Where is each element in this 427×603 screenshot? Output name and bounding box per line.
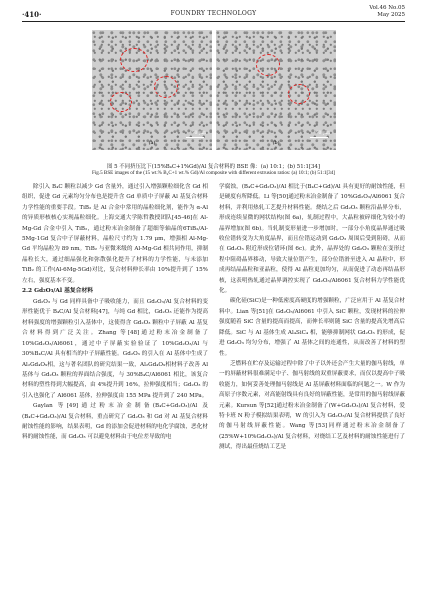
scale-bar [310,137,328,138]
bse-image-panel-b [216,30,336,150]
scale-bar-label: 50 μm [191,131,206,136]
paragraph: 乏燃料在贮存及运输过程中除了中子以外还会产生大量的伽马射线，单一的屏蔽材料很难满足中子、伽马射线的双重屏蔽要求，而仅以提高中子吸收能力，如何妥善处理伽马射线是 Al 基屏蔽材料面临的问题之一。W 作为高原子序数元素，对高能射线具有良好的屏蔽性能，是常用的伽马射线屏蔽元素。Kursun 等[52]通过粉末冶金制备了(W+Gd₂O₃)/Al 复合材料，爱特卡班 N 粉子模拟结果表明，W 的引入为 Gd₂O₃/Al 复合材料提供了良好的伽马射线屏蔽性能。Wang 等[53]同样通过粉末冶金制备了(25%W+10%Gd₂O₃)/Al 复合材料，对烧结工艺及材料的耐蚀性能进行了测试，得出最佳烧结工艺是 [219,360,405,451]
highlight-circle [110,92,132,112]
paragraph: Gd₂O₃ 与 Gd 同样具备中子吸收能力，而且 Gd₂O₃/Al 复合材料的变形性能优于 B₄C/Al 复合材料[47]，与纯 Gd 相比，Gd₂O₃ 还能作为提高材料强度的增强颗粒引入基体中，这使得含 Gd₂O₃ 颗粒中子屏蔽 Al 基复合材料得到广泛关注。Zhang 等[48]通过粉末冶金制备了 10%Gd₂O₃/Al6061，通过中子屏蔽实验验证了 10%Gd₂O₃/Al 与 30%B₄C/Al 具有相当的中子屏蔽性能。Gd₂O₃ 的引入在 Al 基体中生成了 Al₂Gd₄O₉相，这与著名团队的研究结果一致，Al₂Gd₄O₉相材料子改善 Al 基体与 Gd₂O₃ 颗粒的界面结合强度，与 30%B₄C/Al6061 相比，该复合材料的塑性得到大幅提高，由 4%提升到 16%，拉伸强度相当；Gd₂O₃ 的引入也强化了 Al6061 基体，拉伸强度由 155 MPa 提升到了 240 MPa。 [22,299,208,399]
highlight-circle [256,54,280,76]
highlight-circle [288,84,310,104]
bse-image-panel-a [92,30,212,150]
highlight-circle [120,48,148,72]
paragraph: 学腐蚀，(B₄C+Gd₂O₃)/Al 相比于(B₄C+Gd)/Al 具有更好的耐蚀性能，但是硬度有所降低。Li 等[50]通过粉末冶金制备了 10%Gd₂O₃/Al6061 复合材料，并利用热轧工艺提升材料性能。烧结之后 Gd₂O₃ 颗粒沿晶界分布，形成连续显微的网状结构(图 6a)，轧制过程中，大晶粒被碎细化为较小的晶界增加(图 6b)。当轧制变形量进一步增加时，一部分小角度晶界通过吸收位错转变为大角度晶界，而且位错运动到 Gd₂O₃ 周围后受到阻碍，从而在 Gd₂O₃ 附近形成位错环(图 6c)。此外，晶界处的 Gd₂O₃ 颗粒在变形过程中阻碍晶界移动，导致大量位错产生，部分位错滑至进入 Al 晶粒中，形成再结晶晶粒和亚晶粒，使得 Al 晶粒更加均匀，从而促进了动态再结晶形核，这表明热轧通过晶界调控实现了 Gd₂O₃/Al6061 复合材料力学性能优化。 [219,184,405,295]
section-heading: 2.2 Gd₂O₃/Al 基复合材料 [22,288,94,295]
figure-caption-chinese: 图 5 不同挤压比下(15%B₄C+1%Gd)/Al 复合材料的 BSE 像：(a) 10:1；(b) 51:1[34] [107,164,320,170]
issue-date: May 2025 [377,12,405,18]
scale-bar [186,137,204,138]
header-rule [22,21,405,22]
panel-label-a: (a) [148,140,156,146]
paragraph: Gaylan 等[49]通过粉末冶金制备(B₄C+Gd₂O₃)/Al 及(B₄C+Gd₂O₃)/Al 复合材料，重点研究了 Gd₂O₃ 和 Gd 对 Al 基复合材料耐蚀性能的影响，结果表明，Gd 的添加会促进材料的电化学腐蚀，恶化材料的耐蚀性能，而 Gd₂O₃ 可以避免材料由于电位差导致的电 [22,403,208,441]
panel-label-b: (b) [272,140,280,146]
paragraph: 除引入 B₄C 颗粒以减少 Gd 含量外，通过引入增强颗粒细化含 Gd 相组织，促进 Gd 元素均匀分布也是提升含 Gd 单质中子屏蔽 Al 基复合材料力学性能的重要手段。TiB₂ 是 Al 合金中常用的晶粒细化剂，能作为 α-Al 的异质形核核心实现晶粒细化。上海交通大学陈哲教授团队[45-46]在 Al-Mg-Gd 合金中引入 TiB₂，通过粉末冶金制备了超细等轴晶的6TiB₂/Al-5Mg-1Gd 复合中子屏蔽材料，晶粒尺寸约为 1.79 μm，增强相 Al-Mg-Gd 平均晶粒为 89 nm。TiB₂ 与亚微米级的 Al-Mg-Gd 相共同作用，抑制晶粒长大，通过细晶强化和弥散强化提升了材料的力学性能，与未添加 TiB₂ 的工作(Al-6Mg-5Gd)对比，复合材料伸长率由 10%提升到了 15%左右，强度基本不变。 [22,184,208,284]
scale-bar-label: 50 μm [315,131,330,136]
figure-5 [92,30,336,157]
left-column [22,182,208,443]
page-number: ·410· [22,10,42,19]
volume-number: Vol.46 No.05 [369,5,405,11]
figure-caption-english: Fig.5 BSE images of the (15 wt.% B₄C+1 wt.% Gd)/Al composite with different extrusion ratios: (a) 10:1; (b) 51:1[34] [92,170,335,176]
highlight-circle [154,76,178,98]
right-column [219,182,405,453]
issue-info [369,5,405,19]
journal-name: FOUNDRY TECHNOLOGY [170,10,257,17]
paragraph: 碳化硅(SiC)是一种低密度高硬度的增强颗粒，广泛应用于 Al 基复合材料中。Lian 等[51]在 Gd₂O₃/Al6061 中引入 SiC 颗粒，发现材料的拉伸强度随着 SiC 含量的提高而提高，而伸长率则随 SiC 含量的提高先增高后降低。SiC 与 Al 基体生成 Al₄SiC₄ 相，能够抑制网状 Gd₂O₃ 的形成，促进 Gd₂O₃ 均匀分布，增强了 Al 基体之间的连通性，从而改善了材料的塑性。 [219,298,405,357]
